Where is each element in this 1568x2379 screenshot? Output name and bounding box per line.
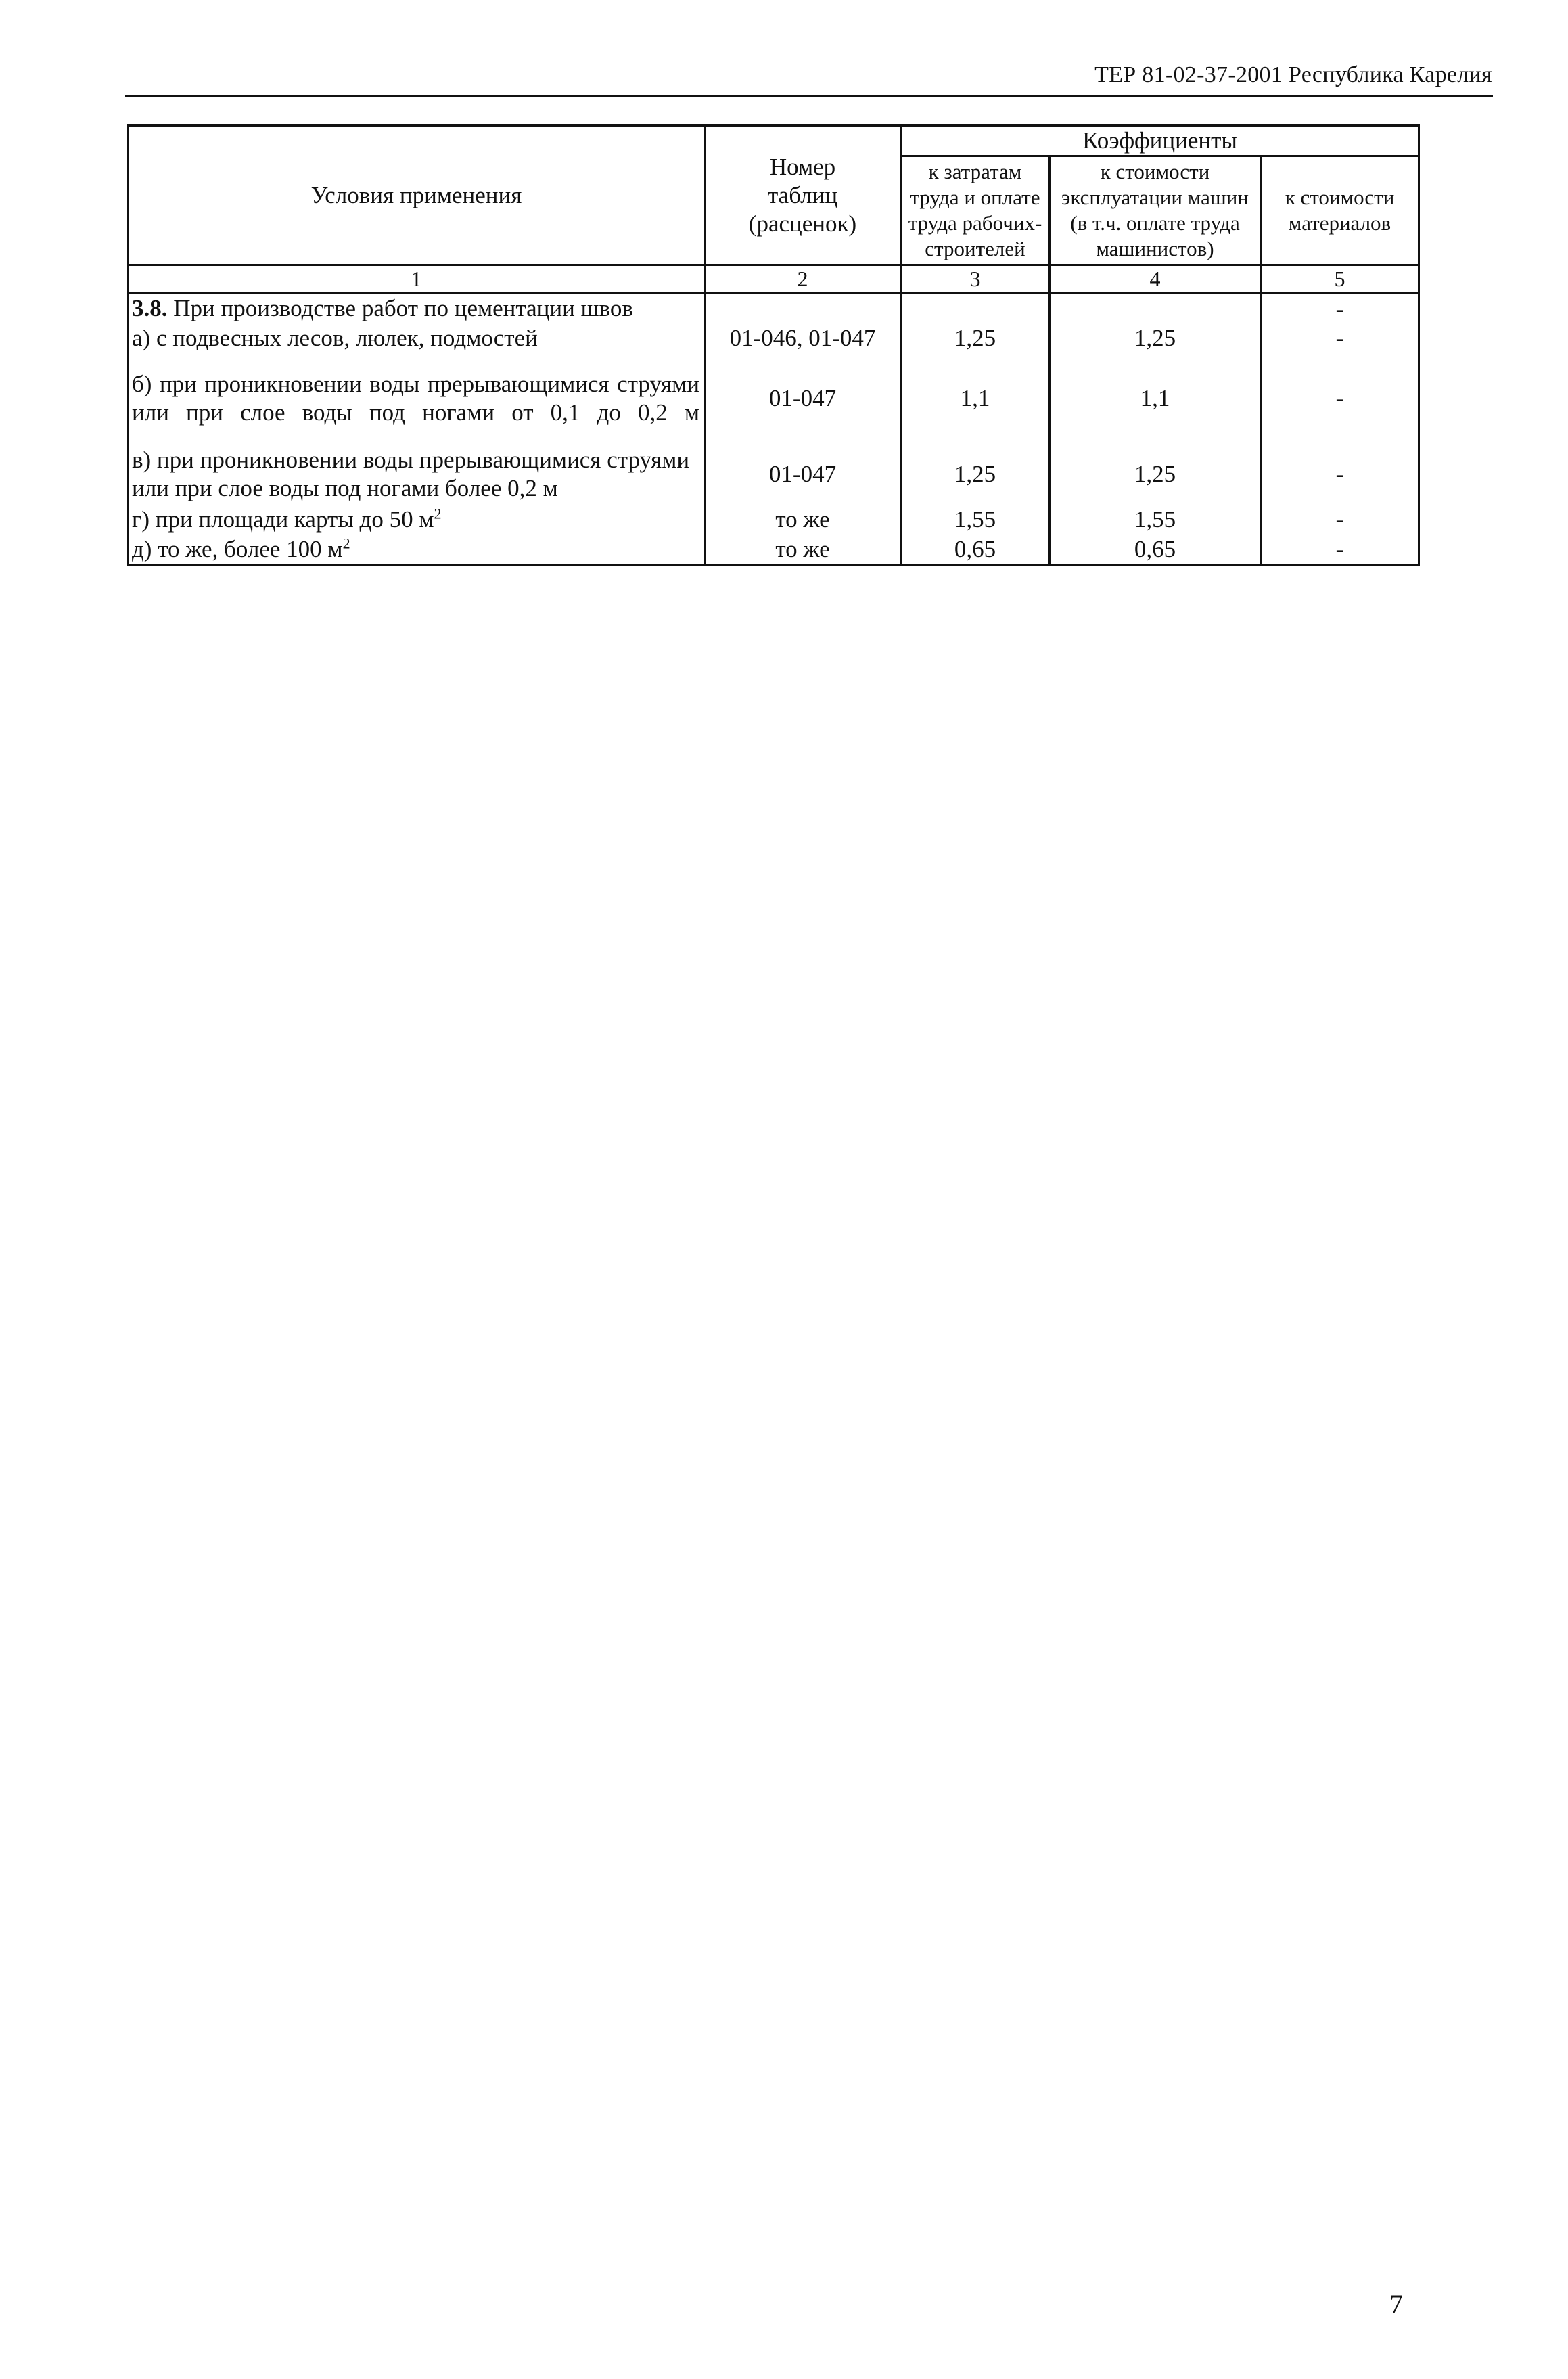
row-labor: 0,65 — [901, 535, 1050, 566]
section-title: При производстве работ по цементации швов — [167, 295, 633, 322]
header-conditions: Условия применения — [129, 126, 705, 265]
section-heading — [129, 293, 705, 324]
row-machines: 1,1 — [1050, 353, 1261, 444]
row-tables: то же — [705, 505, 901, 535]
table-row — [129, 323, 1419, 353]
header-table-number: Номер таблиц (расценок) — [705, 126, 901, 265]
row-machines: 1,25 — [1050, 323, 1261, 353]
table-row — [129, 535, 1419, 566]
row-condition: г) при площади карты до 50 м — [132, 506, 434, 533]
table-row — [129, 353, 1419, 444]
table-cell — [705, 293, 901, 324]
header-labor: к затратам труда и оплате труда рабочих-строителей — [901, 156, 1050, 265]
column-number-3: 3 — [901, 265, 1050, 293]
column-number-2: 2 — [705, 265, 901, 293]
column-number-4: 4 — [1050, 265, 1261, 293]
row-condition: б) при проникновении воды прерывающимися струями или при слое воды под ногами от 0,1 до 0,2 м — [129, 353, 705, 444]
page-number: 7 — [1389, 2289, 1403, 2319]
row-materials: - — [1261, 444, 1419, 505]
column-number-1: 1 — [129, 265, 705, 293]
table-row — [129, 444, 1419, 505]
row-labor: 1,25 — [901, 444, 1050, 505]
column-number-5: 5 — [1261, 265, 1419, 293]
running-header: ТЕР 81-02-37-2001 Республика Карелия — [1094, 62, 1492, 87]
row-materials: - — [1261, 353, 1419, 444]
row-tables: 01-047 — [705, 353, 901, 444]
table-row — [129, 505, 1419, 535]
row-materials: - — [1261, 505, 1419, 535]
row-labor: 1,55 — [901, 505, 1050, 535]
row-condition-cell — [129, 505, 705, 535]
header-materials: к стоимости материалов — [1261, 156, 1419, 265]
row-condition: в) при проникновении воды прерывающимися струями или при слое воды под ногами более 0,2 м — [129, 444, 705, 505]
superscript: 2 — [434, 505, 442, 522]
row-tables: то же — [705, 535, 901, 566]
coefficients-table — [127, 124, 1420, 566]
row-condition: д) то же, более 100 м — [132, 536, 343, 563]
header-machines: к стоимости эксплуатации машин (в т.ч. оплате труда машинистов) — [1050, 156, 1261, 265]
section-number: 3.8. — [132, 295, 168, 322]
row-materials: - — [1261, 323, 1419, 353]
table-cell — [1050, 293, 1261, 324]
row-condition: а) с подвесных лесов, люлек, подмостей — [129, 323, 705, 353]
row-labor: 1,25 — [901, 323, 1050, 353]
row-tables: 01-047 — [705, 444, 901, 505]
superscript: 2 — [342, 535, 350, 552]
row-condition-cell — [129, 535, 705, 566]
row-labor: 1,1 — [901, 353, 1050, 444]
row-machines: 0,65 — [1050, 535, 1261, 566]
table-row-section — [129, 293, 1419, 324]
section-materials: - — [1261, 293, 1419, 324]
row-machines: 1,25 — [1050, 444, 1261, 505]
header-coefficients: Коэффициенты — [901, 126, 1419, 156]
row-materials: - — [1261, 535, 1419, 566]
row-machines: 1,55 — [1050, 505, 1261, 535]
header-rule — [125, 95, 1493, 97]
row-tables: 01-046, 01-047 — [705, 323, 901, 353]
table-cell — [901, 293, 1050, 324]
